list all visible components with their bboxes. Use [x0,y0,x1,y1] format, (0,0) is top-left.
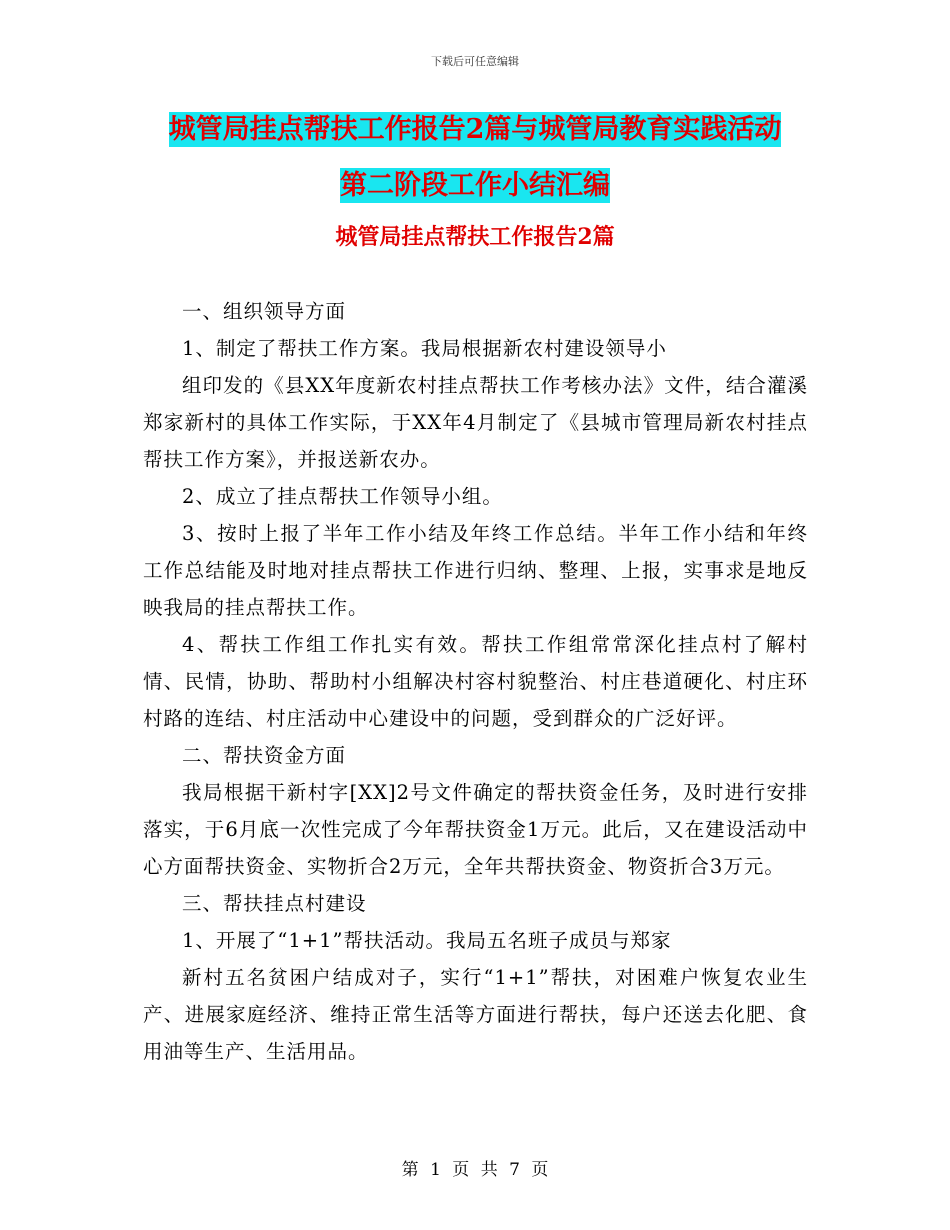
paragraph: 组印发的《县XX年度新农村挂点帮扶工作考核办法》文件，结合灌溪郑家新村的具体工作实际，于XX年4月制定了《县城市管理局新农村挂点帮扶工作方案》，并报送新农办。 [143,374,808,471]
heading-village-construction: 三、帮扶挂点村建设 [182,892,367,915]
paragraph: 我局根据干新村字[XX]2号文件确定的帮扶资金任务，及时进行安排落实，于6月底一次性完成了今年帮扶资金1万元。此后，又在建设活动中心方面帮扶资金、实物折合2万元，全年共帮扶资金、物资折合3万元。 [143,781,808,878]
heading-organization: 一、组织领导方面 [182,300,347,323]
section-title: 城管局挂点帮扶工作报告2篇 [335,224,615,250]
paragraph: 4、帮扶工作组工作扎实有效。帮扶工作组常常深化挂点村了解村情、民情，协助、帮助村小组解决村容村貌整治、村庄巷道硬化、村庄环村路的连结、村庄活动中心建设中的问题，受到群众的广泛好评。 [143,633,808,730]
paragraph: 1、制定了帮扶工作方案。我局根据新农村建设领导小 [182,337,667,360]
page-footer: 第 1 页 共 7 页 [401,1160,549,1180]
paragraph: 1、开展了“1+1”帮扶活动。我局五名班子成员与郑家 [182,929,672,952]
header-note: 下载后可任意编辑 [431,55,519,68]
paragraph: 新村五名贫困户结成对子，实行“1+1”帮扶，对困难户恢复农业生产、进展家庭经济、维持正常生活等方面进行帮扶，每户还送去化肥、食用油等生产、生活用品。 [143,966,808,1063]
title-line-1: 城管局挂点帮扶工作报告2篇与城管局教育实践活动 [168,114,782,145]
document-title [0,110,950,222]
title-line-2: 第二阶段工作小结汇编 [340,170,610,201]
body-text [143,293,808,1070]
heading-funds: 二、帮扶资金方面 [182,744,347,767]
paragraph: 3、按时上报了半年工作小结及年终工作总结。半年工作小结和年终工作总结能及时地对挂点帮扶工作进行归纳、整理、上报，实事求是地反映我局的挂点帮扶工作。 [143,522,808,619]
paragraph: 2、成立了挂点帮扶工作领导小组。 [182,485,503,508]
